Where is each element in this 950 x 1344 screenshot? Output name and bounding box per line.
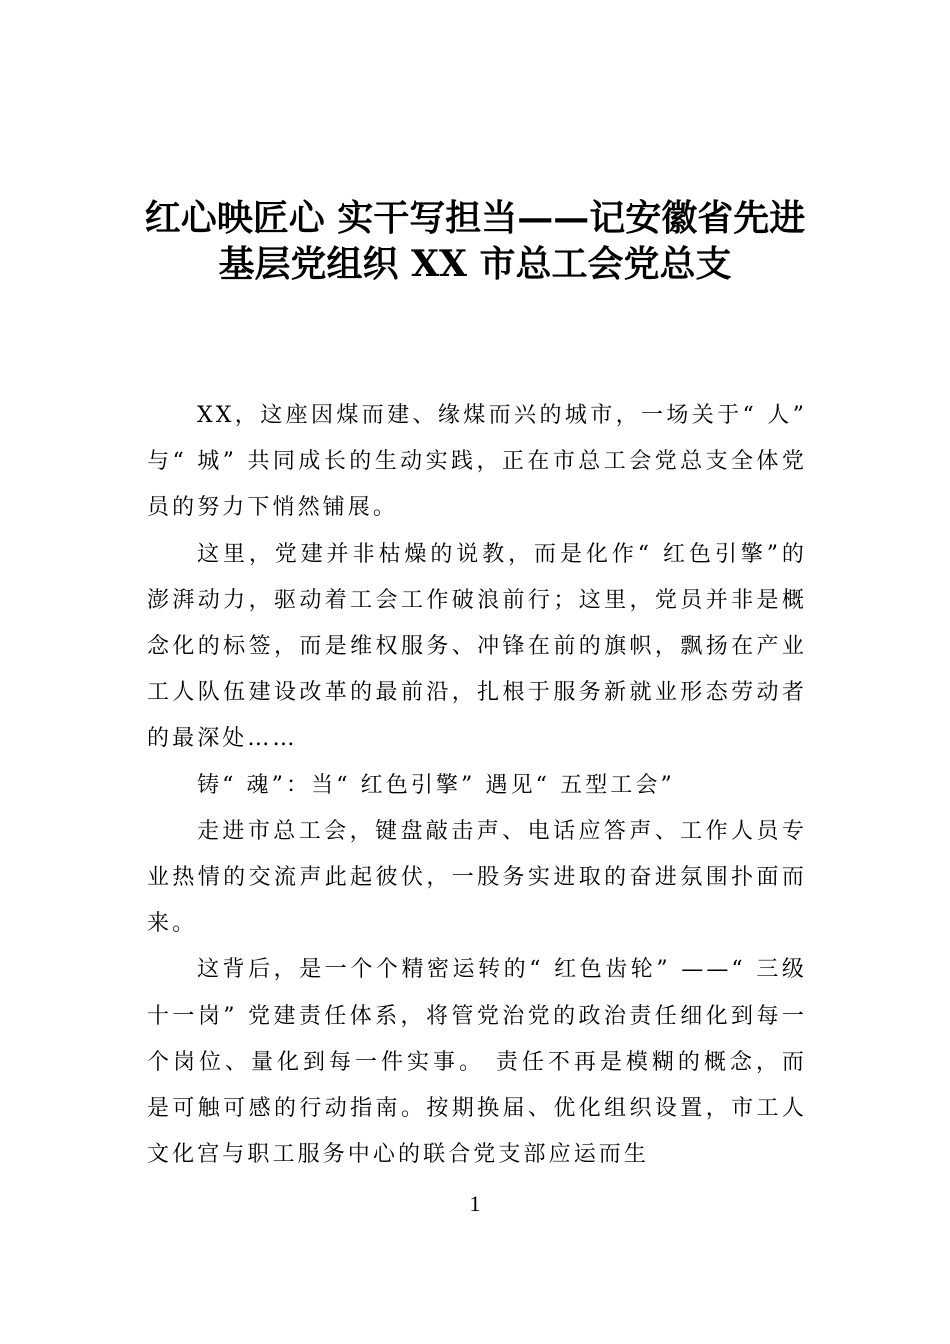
paragraph: 走进市总工会，键盘敲击声、电话应答声、工作人员专业热情的交流声此起彼伏，一股务实进取的奋进氛围扑面而来。 [147,818,807,937]
page-number: 1 [469,1191,481,1216]
document-title-line-2: 基层党组织 XX 市总工会党总支 [218,243,732,285]
paragraph: 这里，党建并非枯燥的说教，而是化作“ 红色引擎”的澎湃动力，驱动着工会工作破浪前行；这里，党员并非是概念化的标签，而是维权服务、冲锋在前的旗帜，飘扬在产业工人队伍建设改革的最前沿，扎根于服务新就业形态劳动者的最深处…… [147,541,807,752]
paragraph: XX，这座因煤而建、缘煤而兴的城市，一场关于“ 人” 与“ 城” 共同成长的生动实践，正在市总工会党总支全体党员的努力下悄然铺展。 [147,403,807,521]
document-title-line-1: 红心映匠心 实干写担当——记安徽省先进 [144,197,806,239]
document-body [147,393,807,1178]
paragraph: 这背后，是一个个精密运转的“ 红色齿轮” ——“ 三级十一岗” 党建责任体系，将管党治党的政治责任细化到每一个岗位、量化到每一件实事。 责任不再是模糊的概念，而是可触可感的行动指南。按期换届、优化组织设置，市工人文化宫与职工服务中心的联合党支部应运而生 [147,957,807,1168]
section-heading: 铸“ 魂”：当“ 红色引擎” 遇见“ 五型工会” [197,772,675,798]
